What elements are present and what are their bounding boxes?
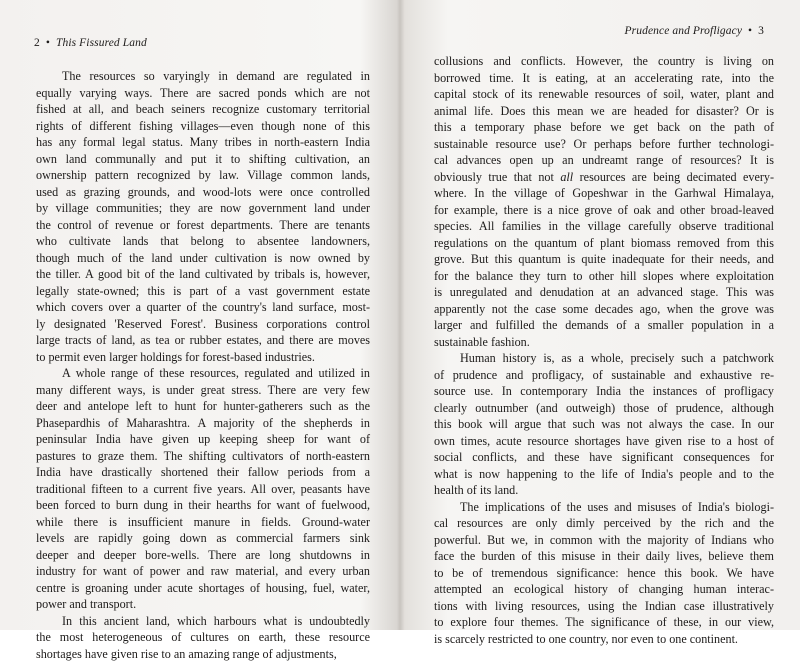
text-line: health of its land.	[434, 482, 774, 499]
text-line: by village communities; they are now government land under	[36, 200, 370, 217]
text-line: In this ancient land, which harbours what is undoubtedly	[36, 613, 370, 630]
text-line: social conflicts, and these have significant consequences for	[434, 449, 774, 466]
text-line: to permit even larger holdings for forest-based industries.	[36, 349, 370, 366]
paragraph	[36, 365, 370, 613]
text-line: equally varying ways. There are sacred ponds which are not	[36, 85, 370, 102]
text-line: Phasepardhis of Maharashtra. A majority of the shepherds in	[36, 415, 370, 432]
text-line: to be of tremendous significance: hence this book. We have	[434, 565, 774, 582]
text-line: attempted an ecological history of changing human interac-	[434, 581, 774, 598]
text-line: the most heterogeneous of cultures on earth, these resource	[36, 629, 370, 646]
text-line: grove. But this quantum is quite inadequate for their needs, and	[434, 251, 774, 268]
text-line: deer and antelope left to hunt for hunter-gatherers such as the	[36, 398, 370, 415]
right-page	[400, 0, 800, 630]
text-line: is unregulated and denudation at an advanced stage. This was	[434, 284, 774, 301]
left-head-bullet: •	[46, 37, 50, 49]
text-line: cal resources are only dimly perceived by the rich and the	[434, 515, 774, 532]
text-line: The implications of the uses and misuses of India's biologi-	[434, 499, 774, 516]
text-line: rights of different fishing villages—even though none of this	[36, 118, 370, 135]
left-body-text	[36, 68, 370, 662]
text-line: who cultivate lands that belong to absentee landowners,	[36, 233, 370, 250]
text-line: The resources so varyingly in demand are regulated in	[36, 68, 370, 85]
text-line: tions with living resources, using the Indian case illustratively	[434, 598, 774, 615]
text-fragment: obviously true that not	[434, 170, 560, 184]
right-running-head	[625, 25, 764, 37]
paragraph	[434, 53, 774, 350]
text-line: industry for want of power and raw material, and every urban	[36, 563, 370, 580]
text-line: clearly outnumber (and outweigh) those of prudence, although	[434, 400, 774, 417]
text-line: ownership pattern recognized by law. Village common lands,	[36, 167, 370, 184]
text-line: ly designated 'Reserved Forest'. Business corporations control	[36, 316, 370, 333]
left-page	[0, 0, 400, 630]
text-line: many different ways, is under great stress. There are very few	[36, 382, 370, 399]
text-line: this book will argue that such was not always the case. In our	[434, 416, 774, 433]
right-head-bullet: •	[748, 25, 752, 37]
text-line: the control of revenue or forest departments. There are tenants	[36, 217, 370, 234]
text-line: for example, there is a nice grove of oak and other broad-leaved	[434, 202, 774, 219]
text-line: peninsular India have given up keeping sheep for want of	[36, 431, 370, 448]
text-line: what is now happening to the life of India's people and to the	[434, 466, 774, 483]
text-line: power and transport.	[36, 596, 370, 613]
text-line: collusions and conflicts. However, the country is living on	[434, 53, 774, 70]
text-fragment: resources are being decimated every-	[573, 170, 774, 184]
text-line: Human history is, as a whole, precisely such a patchwork	[434, 350, 774, 367]
text-line: has any formal legal status. Many tribes in north-eastern India	[36, 134, 370, 151]
text-line: animal life. Does this mean we are headed for disaster? Or is	[434, 103, 774, 120]
text-line: been forced to burn dung in their hearths for want of fuelwood,	[36, 497, 370, 514]
text-line: capital stock of its renewable resources of soil, water, plant and	[434, 86, 774, 103]
right-body-text	[434, 53, 774, 647]
text-line: where. In the village of Gopeshwar in the Garhwal Himalaya,	[434, 185, 774, 202]
text-line: large tracts of land, as tea or rubber estates, and there are moves	[36, 332, 370, 349]
text-line: own times, acute resource shortages have given rise to a host of	[434, 433, 774, 450]
text-line: though much of the land under cultivation is now owned by	[36, 250, 370, 267]
text-line: A whole range of these resources, regulated and utilized in	[36, 365, 370, 382]
text-line: own land communally and put it to shifting cultivation, an	[36, 151, 370, 168]
text-line: sustainable resource use? Or perhaps before further technologi-	[434, 136, 774, 153]
text-line: is scarcely restricted to one country, nor even to one continent.	[434, 631, 774, 648]
text-fragment-italic: all	[560, 170, 573, 184]
text-line: face the burden of this misuse in their daily lives, believe them	[434, 548, 774, 565]
text-line: species. All families in the village carefully observe traditional	[434, 218, 774, 235]
text-line: sustainable fashion.	[434, 334, 774, 351]
left-book-title: This Fissured Land	[56, 37, 147, 49]
text-line: of prudence and profligacy, of sustainable and exhaustive re-	[434, 367, 774, 384]
text-line: cal advances open up an undreamt range of resources? It is	[434, 152, 774, 169]
text-line: to explore four themes. The significance of these, in our view,	[434, 614, 774, 631]
text-line: fished at all, and beach seiners recognize customary territorial	[36, 101, 370, 118]
paragraph	[434, 350, 774, 499]
text-line: centre is groaning under acute shortages of housing, fuel, water,	[36, 580, 370, 597]
text-line: deeper and deeper bore-wells. There are long shutdowns in	[36, 547, 370, 564]
text-line: levels are rapidly going down as commercial farmers sink	[36, 530, 370, 547]
text-line: India have drastically shortened their fallow periods from a	[36, 464, 370, 481]
text-line: traditional fifteen to a current five years. All over, peasants have	[36, 481, 370, 498]
paragraph	[36, 68, 370, 365]
text-line: which covers over a quarter of the country's land surface, most-	[36, 299, 370, 316]
left-page-number: 2	[34, 37, 40, 49]
text-line: powerful. But we, in common with the majority of Indians who	[434, 532, 774, 549]
text-line: the tiller. A good bit of the land cultivated by tribals is, however,	[36, 266, 370, 283]
text-line: source use. In contemporary India the instances of profligacy	[434, 383, 774, 400]
text-line: apparently not the case some decades ago, when the grove was	[434, 301, 774, 318]
paragraph	[434, 499, 774, 648]
text-line: for the balance they turn to other hill slopes where exploitation	[434, 268, 774, 285]
text-line: this a temporary phase before we get back on the path of	[434, 119, 774, 136]
text-line: borrowed time. It is eating, at an accelerating rate, into the	[434, 70, 774, 87]
text-line: legally state-owned; this is part of a vast government estate	[36, 283, 370, 300]
right-chapter-title: Prudence and Profligacy	[625, 25, 742, 37]
text-line: shortages have given rise to an amazing range of adjustments,	[36, 646, 370, 662]
text-line: used as grazing grounds, and wood-lots were once controlled	[36, 184, 370, 201]
paragraph	[36, 613, 370, 662]
right-page-number: 3	[758, 25, 764, 37]
text-line: larger and fulfilled the demands of a smaller population in a	[434, 317, 774, 334]
text-line: while there is insufficient manure in fields. Ground-water	[36, 514, 370, 531]
text-line: regulations on the quantum of plant biomass removed from this	[434, 235, 774, 252]
text-line	[434, 169, 774, 186]
left-running-head	[34, 37, 147, 49]
text-line: pastures to graze them. The shifting cultivators of north-eastern	[36, 448, 370, 465]
